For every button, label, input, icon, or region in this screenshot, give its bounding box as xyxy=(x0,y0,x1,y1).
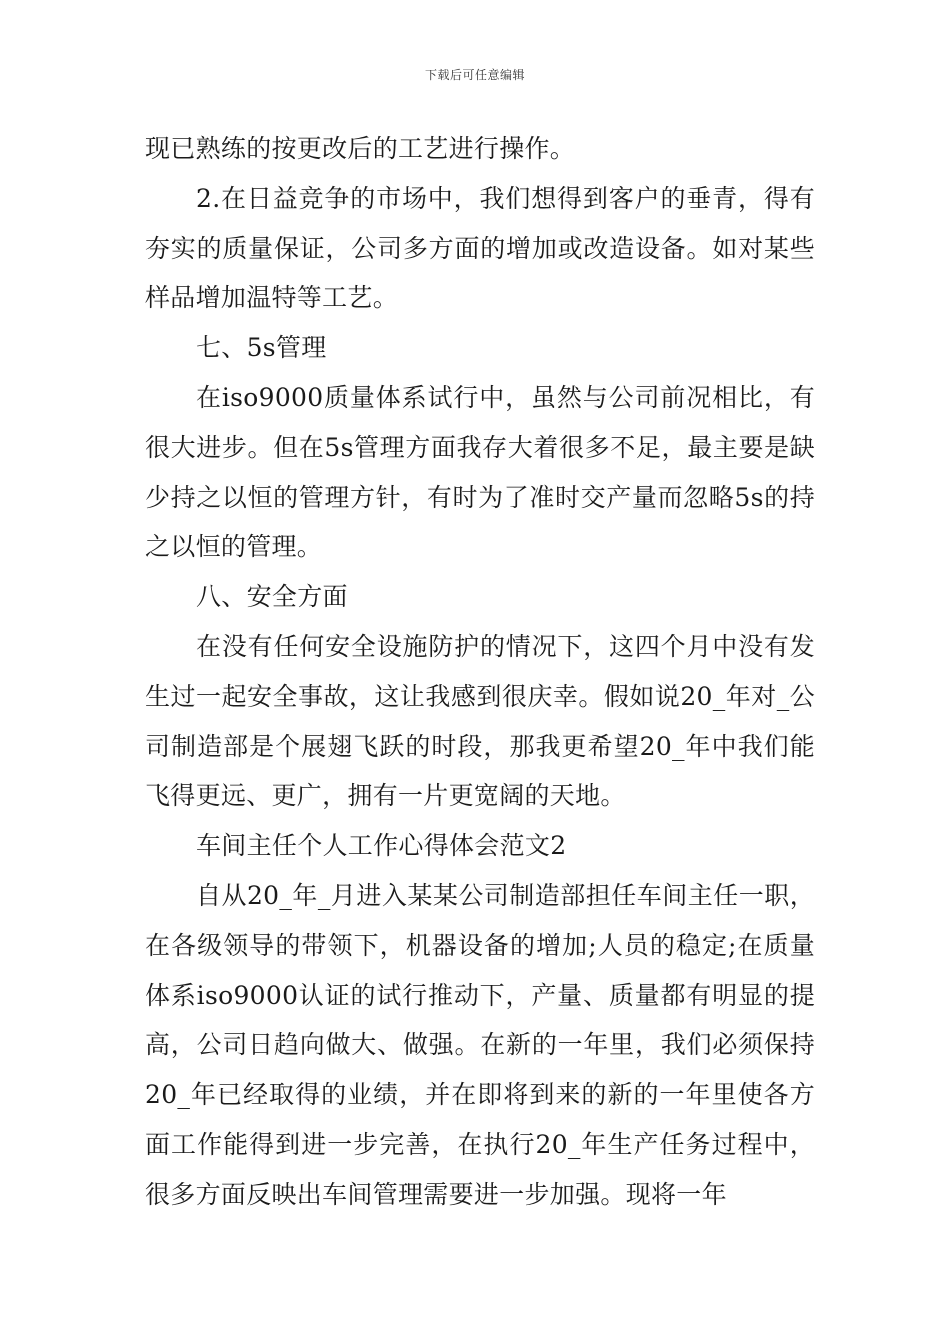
paragraph-quality-assurance: 2.在日益竞争的市场中，我们想得到客户的垂青，得有夯实的质量保证，公司多方面的增加或改造设备。如对某些样品增加温特等工艺。 xyxy=(145,183,815,313)
page-header: 下载后可任意编辑 xyxy=(424,68,525,82)
paragraph-5s-management: 在iso9000质量体系试行中，虽然与公司前况相比，有很大进步。但在5s管理方面我存大着很多不足，最主要是缺少持之以恒的管理方针，有时为了准时交产量而忽略5s的持之以恒的管理。 xyxy=(145,382,815,562)
section-heading-5s: 七、5s管理 xyxy=(196,333,327,363)
essay-title-2: 车间主任个人工作心得体会范文2 xyxy=(196,831,567,861)
paragraph-essay-2-intro: 自从20_年_月进入某某公司制造部担任车间主任一职，在各级领导的带领下，机器设备的增加;人员的稳定;在质量体系iso9000认证的试行推动下，产量、质量都有明显的提高，公司日趋向做大、做强。在新的一年里，我们必须保持20_年已经取得的业绩，并在即将到来的新的一年里使各方面工作能得到进一步完善，在执行20_年生产任务过程中，很多方面反映出车间管理需要进一步加强。现将一年 xyxy=(145,880,815,1209)
paragraph-process-operation: 现已熟练的按更改后的工艺进行操作。 xyxy=(145,134,576,163)
paragraph-safety: 在没有任何安全设施防护的情况下，这四个月中没有发生过一起安全事故，这让我感到很庆幸。假如说20_年对_公司制造部是个展翅飞跃的时段，那我更希望20_年中我们能飞得更远、更广，拥有一片更宽阔的天地。 xyxy=(145,631,815,811)
document-body xyxy=(145,124,815,1220)
section-heading-safety: 八、安全方面 xyxy=(196,582,348,612)
